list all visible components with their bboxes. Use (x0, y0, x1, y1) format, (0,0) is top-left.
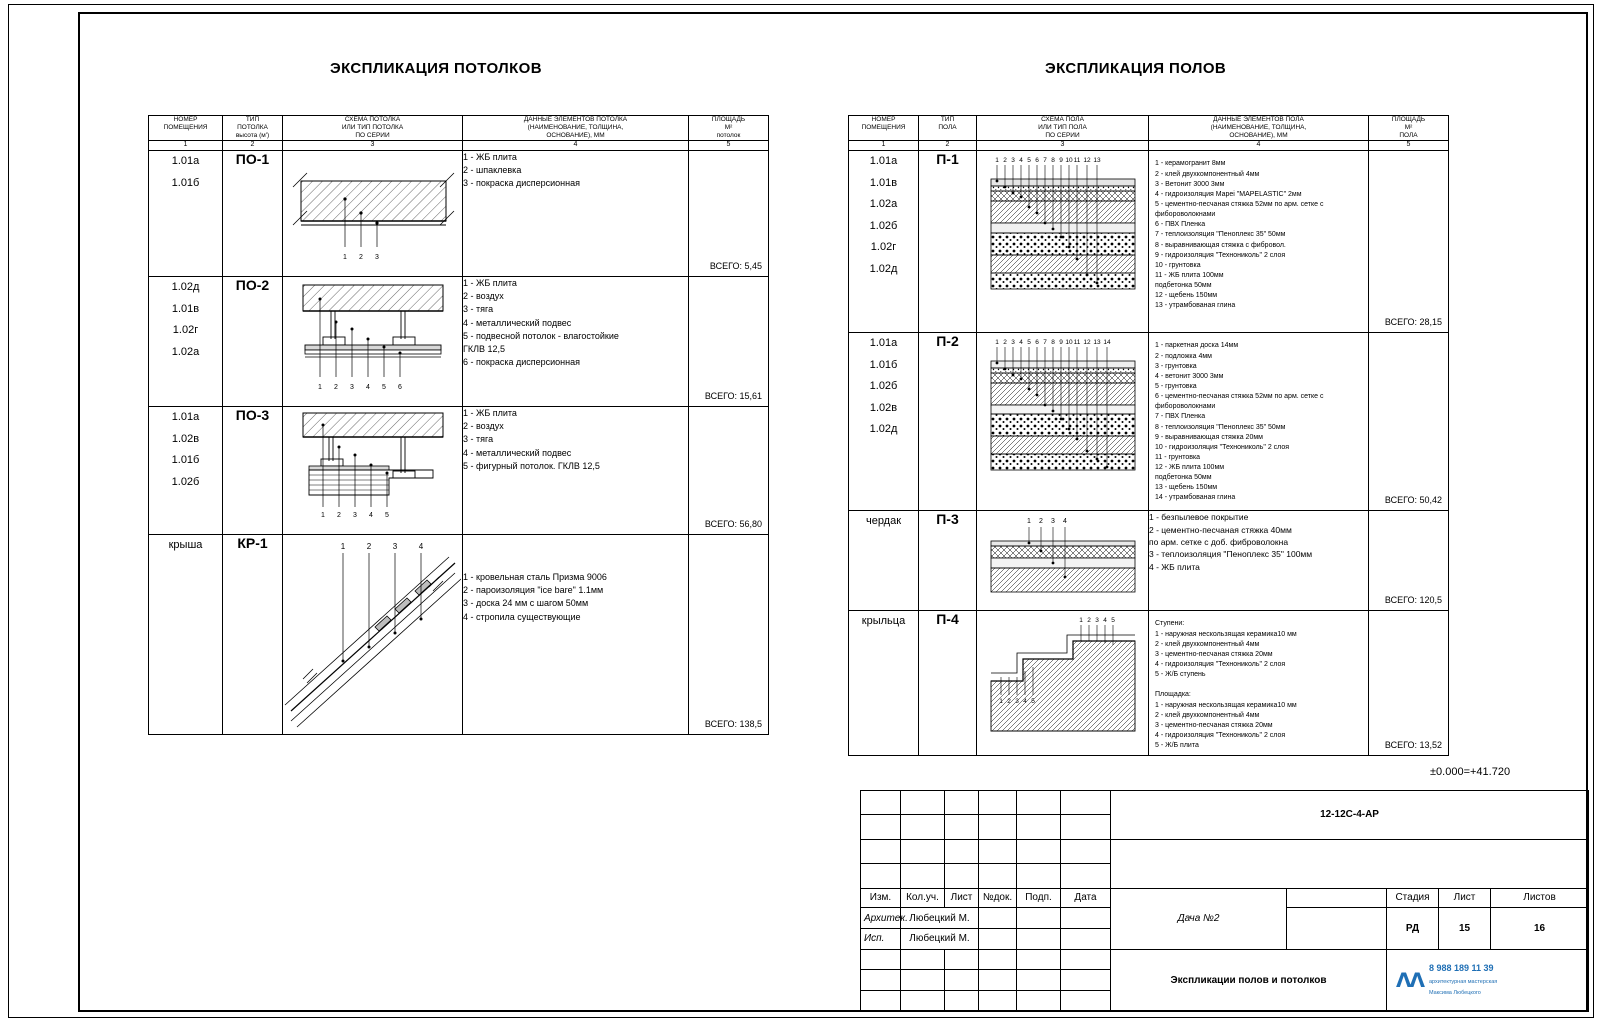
logo-phone: 8 988 189 11 39 (1428, 963, 1494, 974)
svg-text:1: 1 (318, 384, 322, 392)
svg-text:6: 6 (1035, 339, 1039, 347)
role-architect: Архитек. (861, 908, 901, 929)
col-izm: Изм. (861, 888, 901, 908)
table-row (849, 611, 1449, 756)
stamp-blank (979, 791, 1017, 815)
stamp-blank (945, 839, 979, 863)
table-header-row (849, 116, 1449, 141)
table-row (849, 151, 1449, 333)
role-executor-name: Любецкий М. (901, 928, 979, 949)
company-logo (1387, 949, 1589, 1011)
stamp-blank (1061, 928, 1111, 949)
svg-text:13: 13 (1093, 157, 1101, 165)
room-numbers: 1.02д 1.01в 1.02г 1.02а (149, 277, 223, 407)
header-floor-elements: ДАННЫЕ ЭЛЕМЕНТОВ ПОЛА (НАИМЕНОВАНИЕ, ТОЛЩИНА, ОСНОВАНИЕ), ММ (1149, 116, 1369, 141)
room-numbers: чердак (849, 511, 919, 611)
floor-elements: 1 - паркетная доска 14мм 2 - подложка 4мм 3 - грунтовка 4 - ветонит 3000 3мм 5 - грунтовка 6 - цементно-песчаная стяжка 52мм по арм. сетке с фибороволокнами 7 - ПВХ Пленка 8 - теплоизоляция "Пеноплекс 35" 50мм 9 - выравнивающая стяжка 20мм 10 - гидроизоляция "Технониколь" 2 слоя 11 - грунтовка 12 - ЖБ плита 100мм подбетонка 50мм 13 - щебень 150мм 14 - утрамбованая глина (1149, 333, 1369, 511)
header-ceiling-elements: ДАННЫЕ ЭЛЕМЕНТОВ ПОТОЛКА (НАИМЕНОВАНИЕ, ТОЛЩИНА, ОСНОВАНИЕ), ММ (463, 116, 689, 141)
svg-text:1: 1 (340, 542, 346, 552)
ceiling-area: ВСЕГО: 56,80 (689, 407, 769, 535)
title-block (860, 790, 1588, 1012)
header-floor-scheme: СХЕМА ПОЛА ИЛИ ТИП ПОЛА ПО СЕРИИ (977, 116, 1149, 141)
col-data: Дата (1061, 888, 1111, 908)
svg-text:4: 4 (1023, 698, 1027, 706)
ceiling-type: ПО-3 (223, 407, 283, 535)
stamp-blank (1061, 991, 1111, 1012)
svg-text:2: 2 (1003, 339, 1007, 347)
stamp-blank (979, 991, 1017, 1012)
stamp-blank (979, 949, 1017, 970)
role-executor: Исп. (861, 928, 901, 949)
object-name: Дача №2 (1111, 888, 1287, 949)
svg-text:5: 5 (1027, 157, 1031, 165)
colnum-4: 4 (463, 141, 689, 151)
svg-text:1: 1 (995, 157, 999, 165)
ceiling-scheme-po3 (283, 407, 463, 535)
floor-elements: Ступени: 1 - наружная нескользящая керамика10 мм 2 - клей двухкомпонентный 4мм 3 - цементно-песчаная стяжка 20мм 4 - гидроизоляция "Технониколь" 2 слоя 5 - Ж/Б ступень Площадка: 1 - наружная нескользящая керамика10 мм 2 - клей двухкомпонентный 4мм 3 - цементно-песчаная стяжка 20мм 4 - гидроизоляция "Технониколь" 2 слоя 5 - Ж/Б плита (1149, 611, 1369, 756)
stamp-blank (861, 949, 901, 970)
table-row (849, 333, 1449, 511)
svg-text:13: 13 (1093, 339, 1101, 347)
stamp-blank (861, 970, 901, 991)
svg-text:5: 5 (1027, 339, 1031, 347)
floor-elements: 1 - безпылевое покрытие 2 - цементно-песчаная стяжка 40мм по арм. сетке с доб. фиброволокна 3 - теплоизоляция "Пеноплекс 35" 100мм 4 - ЖБ плита (1149, 511, 1369, 611)
role-architect-name: Любецкий М. (901, 908, 979, 929)
table-row (849, 511, 1449, 611)
table-column-numbers (149, 141, 769, 151)
svg-text:3: 3 (375, 254, 379, 262)
stamp-blank (861, 839, 901, 863)
stamp-blank (1061, 864, 1111, 888)
svg-text:4: 4 (369, 512, 373, 520)
svg-text:1: 1 (321, 512, 325, 520)
svg-text:2: 2 (366, 542, 372, 552)
stamp-blank (1017, 949, 1061, 970)
svg-text:7: 7 (1043, 157, 1047, 165)
header-ceiling-scheme: СХЕМА ПОТОЛКА ИЛИ ТИП ПОТОЛКА ПО СЕРИИ (283, 116, 463, 141)
roof-scheme-kr1 (283, 535, 463, 735)
colnum-3: 3 (283, 141, 463, 151)
ceiling-type: ПО-1 (223, 151, 283, 277)
stamp-blank (901, 815, 945, 839)
svg-text:2: 2 (337, 512, 341, 520)
stamp-blank (1017, 991, 1061, 1012)
stamp-blank (945, 949, 979, 970)
stamp-blank (901, 991, 945, 1012)
col-koluch: Кол.уч. (901, 888, 945, 908)
floor-area: ВСЕГО: 50,42 (1369, 333, 1449, 511)
stamp-blank (1287, 908, 1387, 950)
stamp-blank (1061, 839, 1111, 863)
floor-type: П-4 (919, 611, 977, 756)
colnum-4: 4 (1149, 141, 1369, 151)
stamp-blank (945, 991, 979, 1012)
project-code: 12-12С-4-АР (1111, 791, 1589, 840)
svg-text:8: 8 (1051, 157, 1055, 165)
stamp-blank (979, 839, 1017, 863)
header-room-number: НОМЕР ПОМЕЩЕНИЯ (149, 116, 223, 141)
svg-text:5: 5 (382, 384, 386, 392)
stamp-blank (901, 791, 945, 815)
stamp-blank (861, 815, 901, 839)
colnum-5: 5 (689, 141, 769, 151)
logo-mark-icon: ᐱᐱ (1396, 968, 1423, 993)
stage-label: Стадия (1387, 888, 1439, 908)
room-numbers: 1.01а 1.01в 1.02а 1.02б 1.02г 1.02д (849, 151, 919, 333)
floor-scheme-p1 (977, 151, 1149, 333)
svg-text:9: 9 (1059, 339, 1063, 347)
table-row (149, 151, 769, 277)
ceilings-table (148, 115, 769, 735)
stamp-blank (1061, 791, 1111, 815)
floor-scheme-p4 (977, 611, 1149, 756)
svg-text:9: 9 (1059, 157, 1063, 165)
svg-text:4: 4 (366, 384, 370, 392)
lists-label: Листов (1491, 888, 1589, 908)
colnum-5: 5 (1369, 141, 1449, 151)
col-ndok: №док. (979, 888, 1017, 908)
svg-text:2: 2 (359, 254, 363, 262)
ceiling-type: ПО-2 (223, 277, 283, 407)
floor-type: П-2 (919, 333, 977, 511)
stamp-blank (1287, 888, 1387, 908)
stamp-blank (1017, 970, 1061, 991)
svg-text:4: 4 (1063, 518, 1067, 526)
header-floor-area: ПЛОЩАДЬ М² ПОЛА (1369, 116, 1449, 141)
stamp-blank (979, 815, 1017, 839)
floors-title: ЭКСПЛИКАЦИЯ ПОЛОВ (1045, 60, 1227, 77)
room-numbers: 1.01а 1.02в 1.01б 1.02б (149, 407, 223, 535)
svg-text:11: 11 (1073, 157, 1081, 165)
svg-text:3: 3 (353, 512, 357, 520)
colnum-1: 1 (149, 141, 223, 151)
svg-text:2: 2 (1003, 157, 1007, 165)
svg-text:3: 3 (1051, 518, 1055, 526)
ceiling-elements: 1 - ЖБ плита 2 - воздух 3 - тяга 4 - металлический подвес 5 - фигурный потолок. ГКЛВ 12,5 (463, 407, 689, 535)
stamp-blank (945, 791, 979, 815)
floor-type: П-3 (919, 511, 977, 611)
stamp-blank (901, 864, 945, 888)
table-row (149, 535, 769, 735)
stage-value: РД (1387, 908, 1439, 950)
svg-text:3: 3 (1011, 339, 1015, 347)
sheet-title: Экспликации полов и потолков (1111, 949, 1387, 1011)
floor-scheme-p3 (977, 511, 1149, 611)
lists-value: 16 (1491, 908, 1589, 950)
svg-text:12: 12 (1083, 339, 1091, 347)
svg-text:4: 4 (418, 542, 424, 552)
svg-text:3: 3 (350, 384, 354, 392)
stamp-blank (1061, 970, 1111, 991)
floor-area: ВСЕГО: 120,5 (1369, 511, 1449, 611)
floors-table (848, 115, 1449, 756)
stamp-blank (901, 839, 945, 863)
list-value: 15 (1439, 908, 1491, 950)
stamp-blank (901, 970, 945, 991)
table-row (149, 277, 769, 407)
header-room-number: НОМЕР ПОМЕЩЕНИЯ (849, 116, 919, 141)
colnum-2: 2 (919, 141, 977, 151)
stamp-blank (861, 791, 901, 815)
svg-text:4: 4 (1103, 617, 1107, 625)
svg-text:7: 7 (1043, 339, 1047, 347)
title-block-table (860, 790, 1589, 1012)
floor-scheme-p2 (977, 333, 1149, 511)
svg-text:11: 11 (1073, 339, 1081, 347)
svg-text:1: 1 (999, 698, 1003, 706)
stamp-blank (945, 864, 979, 888)
svg-text:4: 4 (1019, 339, 1023, 347)
colnum-2: 2 (223, 141, 283, 151)
svg-text:6: 6 (1035, 157, 1039, 165)
logo-line2: Максима Любецкого (1428, 990, 1481, 997)
floor-area: ВСЕГО: 28,15 (1369, 151, 1449, 333)
stamp-blank (1017, 908, 1061, 929)
ceiling-elements: 1 - ЖБ плита 2 - воздух 3 - тяга 4 - металлический подвес 5 - подвесной потолок - влагостойкие ГКЛВ 12,5 6 - покраска дисперсионная (463, 277, 689, 407)
svg-text:1: 1 (1027, 518, 1031, 526)
stamp-blank (1017, 815, 1061, 839)
svg-text:1: 1 (1079, 617, 1083, 625)
ceilings-title: ЭКСПЛИКАЦИЯ ПОТОЛКОВ (330, 60, 542, 77)
table-row (149, 407, 769, 535)
table-column-numbers (849, 141, 1449, 151)
svg-text:2: 2 (1087, 617, 1091, 625)
stamp-blank (1061, 815, 1111, 839)
stamp-blank (945, 815, 979, 839)
ceiling-area: ВСЕГО: 138,5 (689, 535, 769, 735)
svg-text:3: 3 (1015, 698, 1019, 706)
logo-line1: архитектурная мастерская (1428, 978, 1498, 985)
stamp-blank (861, 991, 901, 1012)
stamp-blank (1017, 928, 1061, 949)
svg-text:1: 1 (343, 254, 347, 262)
header-floor-type: ТИП ПОЛА (919, 116, 977, 141)
ceiling-type: КР-1 (223, 535, 283, 735)
ceiling-scheme-po1 (283, 151, 463, 277)
colnum-3: 3 (977, 141, 1149, 151)
stamp-blank (901, 949, 945, 970)
stamp-blank (1111, 839, 1589, 888)
roof-elements: 1 - кровельная сталь Призма 9006 2 - пароизоляция "ice bare" 1.1мм 3 - доска 24 мм с шагом 50мм 4 - стропила существующие (463, 535, 689, 735)
elevation-note: ±0.000=+41.720 (1430, 766, 1511, 778)
stamp-blank (979, 928, 1017, 949)
svg-text:10: 10 (1065, 339, 1073, 347)
floor-area: ВСЕГО: 13,52 (1369, 611, 1449, 756)
svg-text:8: 8 (1051, 339, 1055, 347)
stamp-blank (979, 864, 1017, 888)
stamp-blank (979, 908, 1017, 929)
svg-text:2: 2 (334, 384, 338, 392)
stamp-blank (1017, 864, 1061, 888)
svg-text:14: 14 (1103, 339, 1111, 347)
room-numbers: 1.01а 1.01б (149, 151, 223, 277)
table-header-row (149, 116, 769, 141)
stamp-blank (1061, 949, 1111, 970)
stamp-blank (945, 970, 979, 991)
list-label: Лист (1439, 888, 1491, 908)
col-podp: Подп. (1017, 888, 1061, 908)
svg-text:4: 4 (1019, 157, 1023, 165)
svg-text:3: 3 (1011, 157, 1015, 165)
ceiling-area: ВСЕГО: 15,61 (689, 277, 769, 407)
svg-text:5: 5 (1111, 617, 1115, 625)
svg-text:10: 10 (1065, 157, 1073, 165)
header-ceiling-area: ПЛОЩАДЬ М² потолок (689, 116, 769, 141)
ceiling-area: ВСЕГО: 5,45 (689, 151, 769, 277)
stamp-blank (1061, 908, 1111, 929)
stamp-blank (861, 864, 901, 888)
stamp-blank (1017, 839, 1061, 863)
room-numbers: крыльца (849, 611, 919, 756)
svg-text:6: 6 (398, 384, 402, 392)
svg-text:3: 3 (1095, 617, 1099, 625)
floor-type: П-1 (919, 151, 977, 333)
svg-text:3: 3 (392, 542, 398, 552)
svg-text:5: 5 (1031, 698, 1035, 706)
svg-text:2: 2 (1039, 518, 1043, 526)
svg-text:2: 2 (1007, 698, 1011, 706)
svg-text:12: 12 (1083, 157, 1091, 165)
floor-elements: 1 - керамогранит 8мм 2 - клей двухкомпонентный 4мм 3 - Ветонит 3000 3мм 4 - гидроизоляция Mapei "MAPELASTIC" 2мм 5 - цементно-песчаная стяжка 52мм по арм. сетке с фибороволокнами 6 - ПВХ Пленка 7 - теплоизоляция "Пеноплекс 35" 50мм 8 - выравнивающая стяжка с фибровол. 9 - гидроизоляция "Технониколь" 2 слоя 10 - грунтовка 11 - ЖБ плита 100мм подбетонка 50мм 12 - щебень 150мм 13 - утрамбованая глина (1149, 151, 1369, 333)
svg-text:5: 5 (385, 512, 389, 520)
svg-text:1: 1 (995, 339, 999, 347)
stamp-blank (1017, 791, 1061, 815)
room-numbers: 1.01а 1.01б 1.02б 1.02в 1.02д (849, 333, 919, 511)
ceiling-elements: 1 - ЖБ плита 2 - шпаклевка 3 - покраска дисперсионная (463, 151, 689, 277)
colnum-1: 1 (849, 141, 919, 151)
ceiling-scheme-po2 (283, 277, 463, 407)
header-ceiling-type: ТИП ПОТОЛКА высота (м') (223, 116, 283, 141)
col-list: Лист (945, 888, 979, 908)
room-numbers: крыша (149, 535, 223, 735)
stamp-blank (979, 970, 1017, 991)
